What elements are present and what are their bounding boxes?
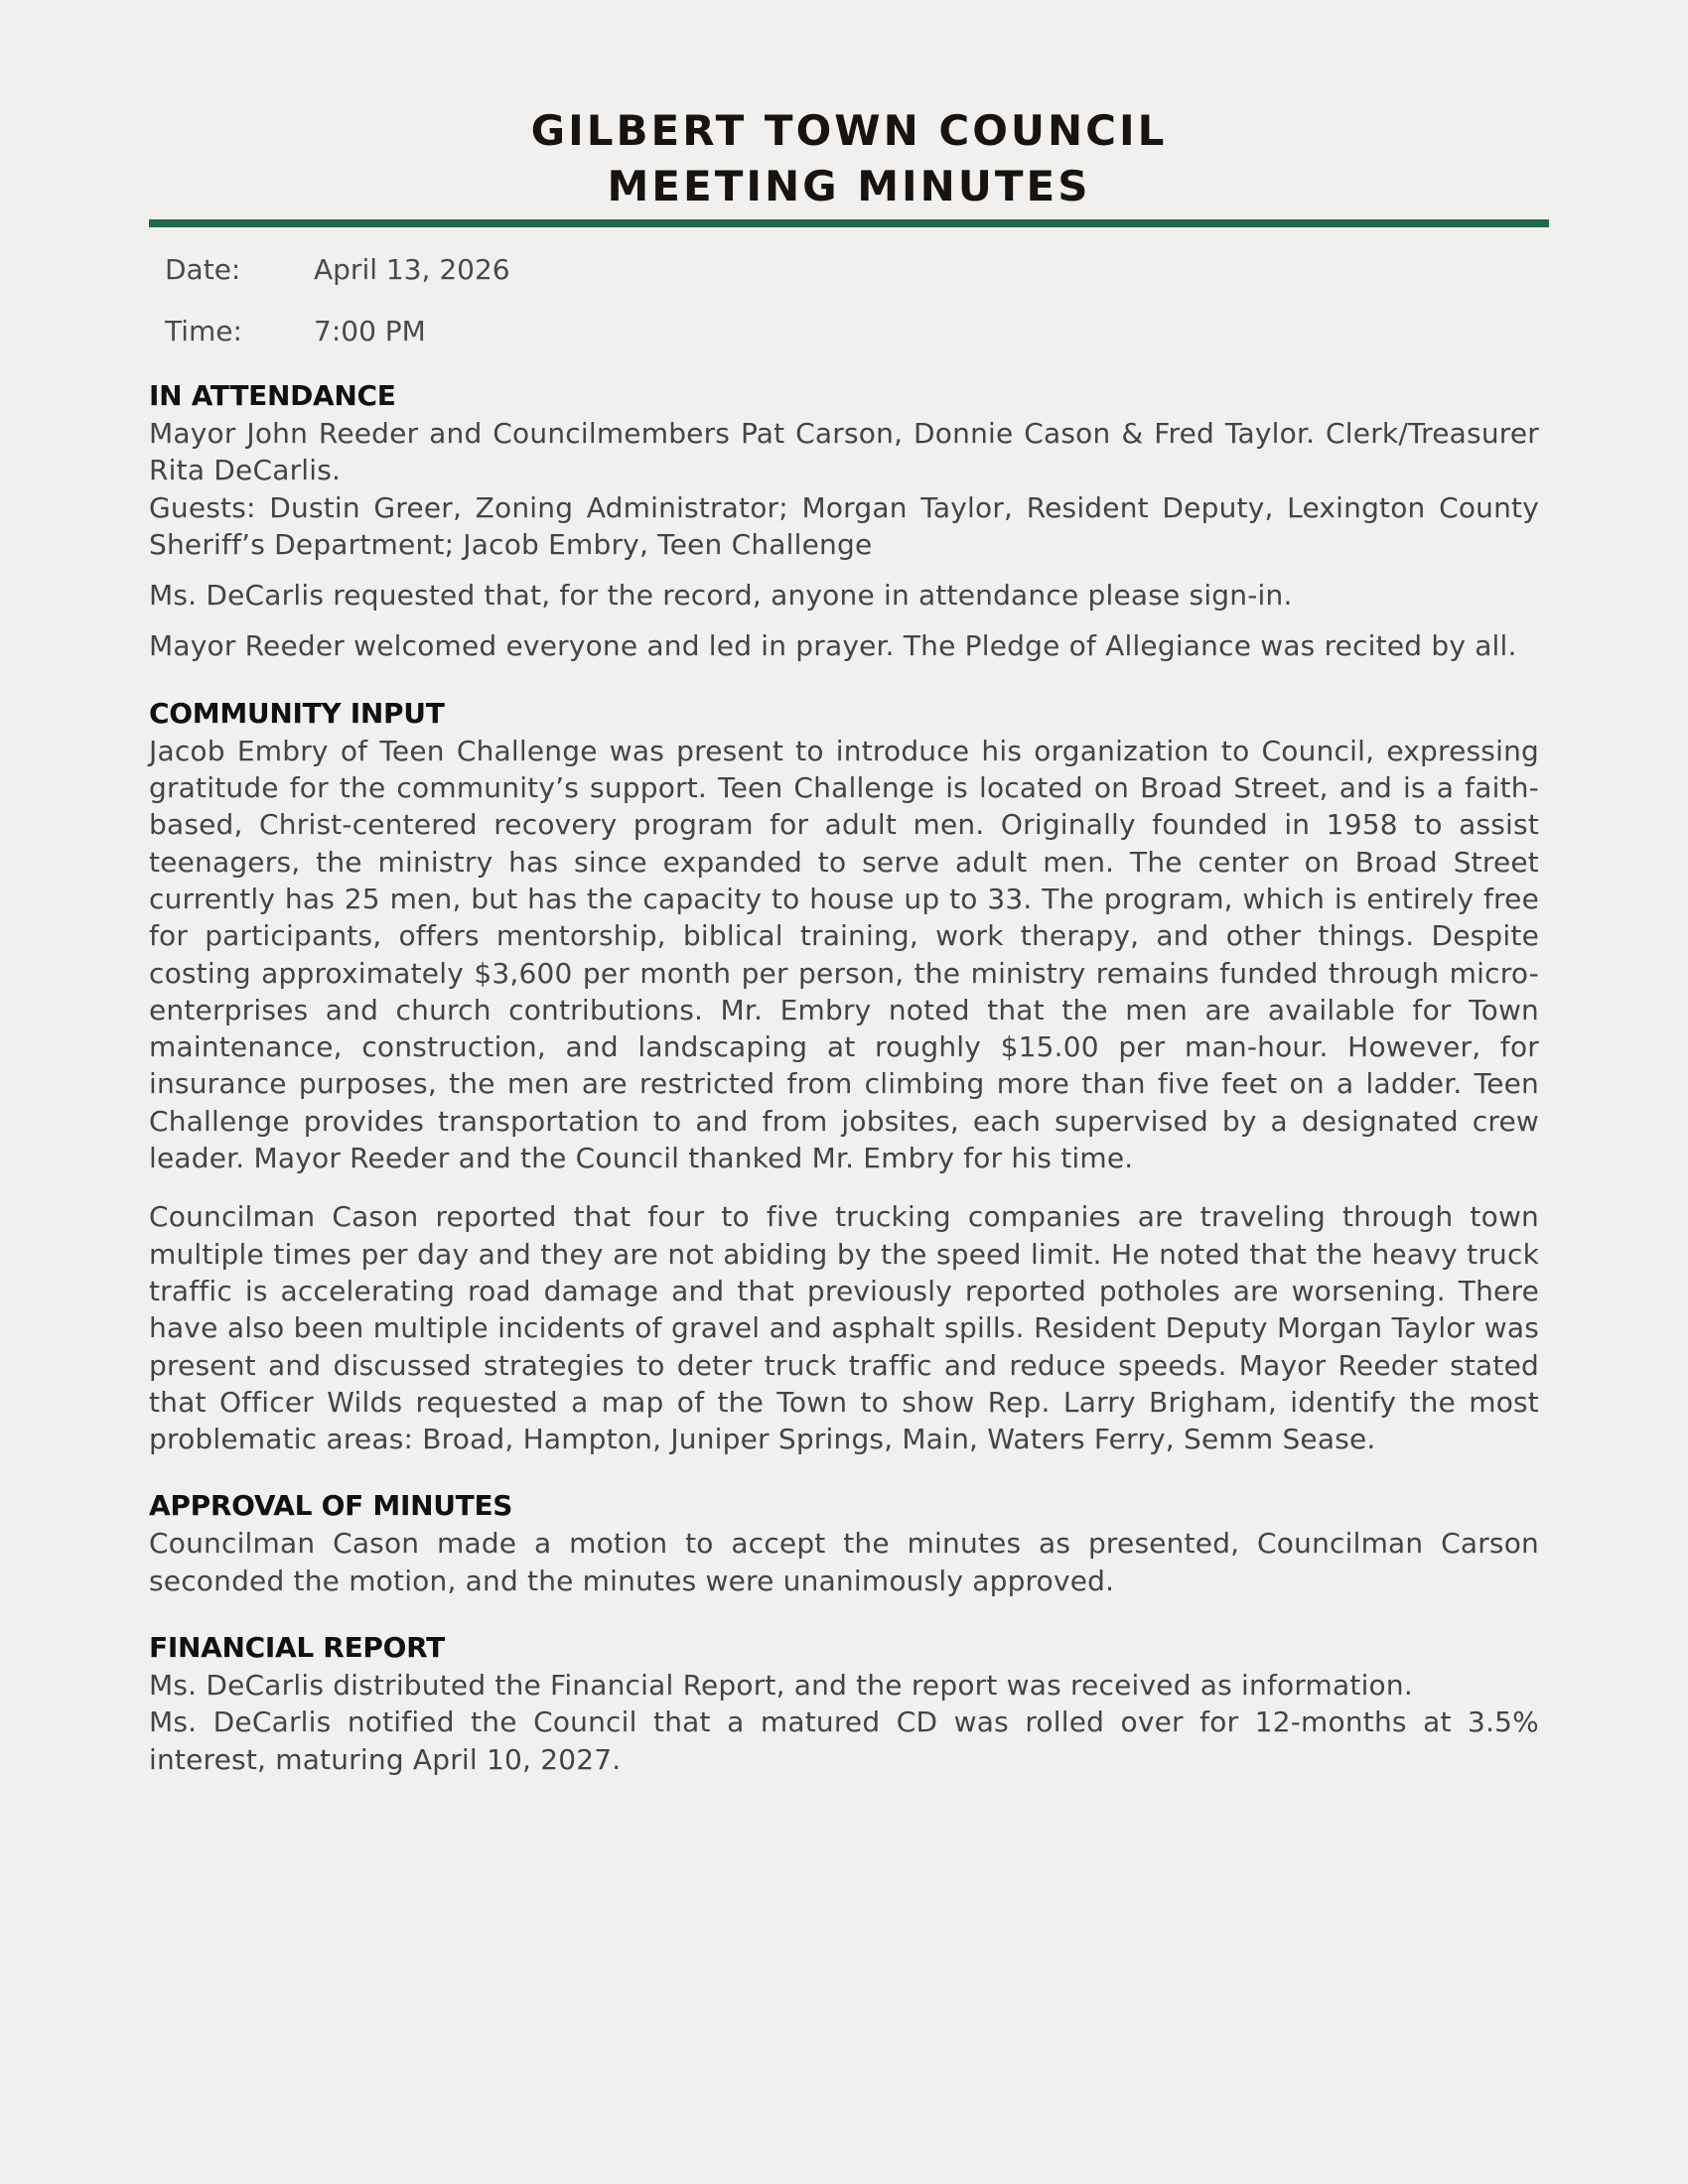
meeting-info xyxy=(165,238,510,361)
approval-of-minutes-heading: APPROVAL OF MINUTES xyxy=(149,1489,513,1523)
attendance-prayer: Mayor Reeder welcomed everyone and led in prayer. The Pledge of Allegiance was recited by all. xyxy=(149,629,1517,663)
approval-of-minutes-text: Councilman Cason made a motion to accept the minutes as presented, Councilman Carson seconded the motion, and the minutes were unanimously approved. xyxy=(149,1527,1539,1597)
date-value: April 13, 2026 xyxy=(314,252,510,286)
financial-report-distributed: Ms. DeCarlis distributed the Financial Report, and the report was received as information. xyxy=(149,1669,1413,1703)
date-label: Date: xyxy=(165,252,241,286)
financial-report-cd: Ms. DeCarlis notified the Council that a matured CD was rolled over for 12-months at 3.5% interest, maturing April 10, 2027. xyxy=(149,1706,1539,1776)
financial-report-heading: FINANCIAL REPORT xyxy=(149,1631,445,1665)
title-divider xyxy=(149,219,1549,227)
title-line-1: GILBERT TOWN COUNCIL xyxy=(530,106,1168,155)
community-input-trucking: Councilman Cason reported that four to five trucking companies are traveling through town multiple times per day and they are not abiding by the speed limit. He noted that the heavy truck traffic is accelerating road damage and that previously reported potholes are worsening. There have also been multiple incidents of gravel and asphalt spills. Resident Deputy Morgan Taylor was present and discussed strategies to deter truck traffic and reduce speeds. Mayor Reeder stated that Officer Wilds requested a map of the Town to show Rep. Larry Brigham, identify the most problematic areas: Broad, Hampton, Juniper Springs, Main, Waters Ferry, Semm Sease. xyxy=(149,1200,1539,1456)
attendance-heading: IN ATTENDANCE xyxy=(149,379,396,412)
attendance-members: Mayor John Reeder and Councilmembers Pat Carson, Donnie Cason & Fred Taylor. Clerk/Treasurer Rita DeCarlis. xyxy=(149,417,1539,487)
time-row xyxy=(165,300,510,361)
attendance-sign-in: Ms. DeCarlis requested that, for the record, anyone in attendance please sign-in. xyxy=(149,579,1293,613)
attendance-guests: Guests: Dustin Greer, Zoning Administrator; Morgan Taylor, Resident Deputy, Lexington County Sheriff’s Department; Jacob Embry, Teen Challenge xyxy=(149,490,1539,561)
title-line-2: MEETING MINUTES xyxy=(607,162,1091,210)
community-input-heading: COMMUNITY INPUT xyxy=(149,696,445,730)
document-title xyxy=(149,103,1549,214)
time-label: Time: xyxy=(165,314,242,347)
community-input-teen-challenge: Jacob Embry of Teen Challenge was present to introduce his organization to Council, expressing gratitude for the community’s support. Teen Challenge is located on Broad Street, and is a faith-based, Christ-centered recovery program for adult men. Originally founded in 1958 to assist teenagers, the ministry has since expanded to serve adult men. The center on Broad Street currently has 25 men, but has the capacity to house up to 33. The program, which is entirely free for participants, offers mentorship, biblical training, work therapy, and other things. Despite costing approximately $3,600 per month per person, the ministry remains funded through micro-enterprises and church contributions. Mr. Embry noted that the men are available for Town maintenance, construction, and landscaping at roughly $15.00 per man-hour. However, for insurance purposes, the men are restricted from climbing more than five feet on a ladder. Teen Challenge provides transportation to and from jobsites, each supervised by a designated crew leader. Mayor Reeder and the Council thanked Mr. Embry for his time. xyxy=(149,734,1539,1175)
time-value: 7:00 PM xyxy=(314,314,426,347)
minutes-body xyxy=(149,377,1539,1778)
date-row xyxy=(165,238,510,300)
